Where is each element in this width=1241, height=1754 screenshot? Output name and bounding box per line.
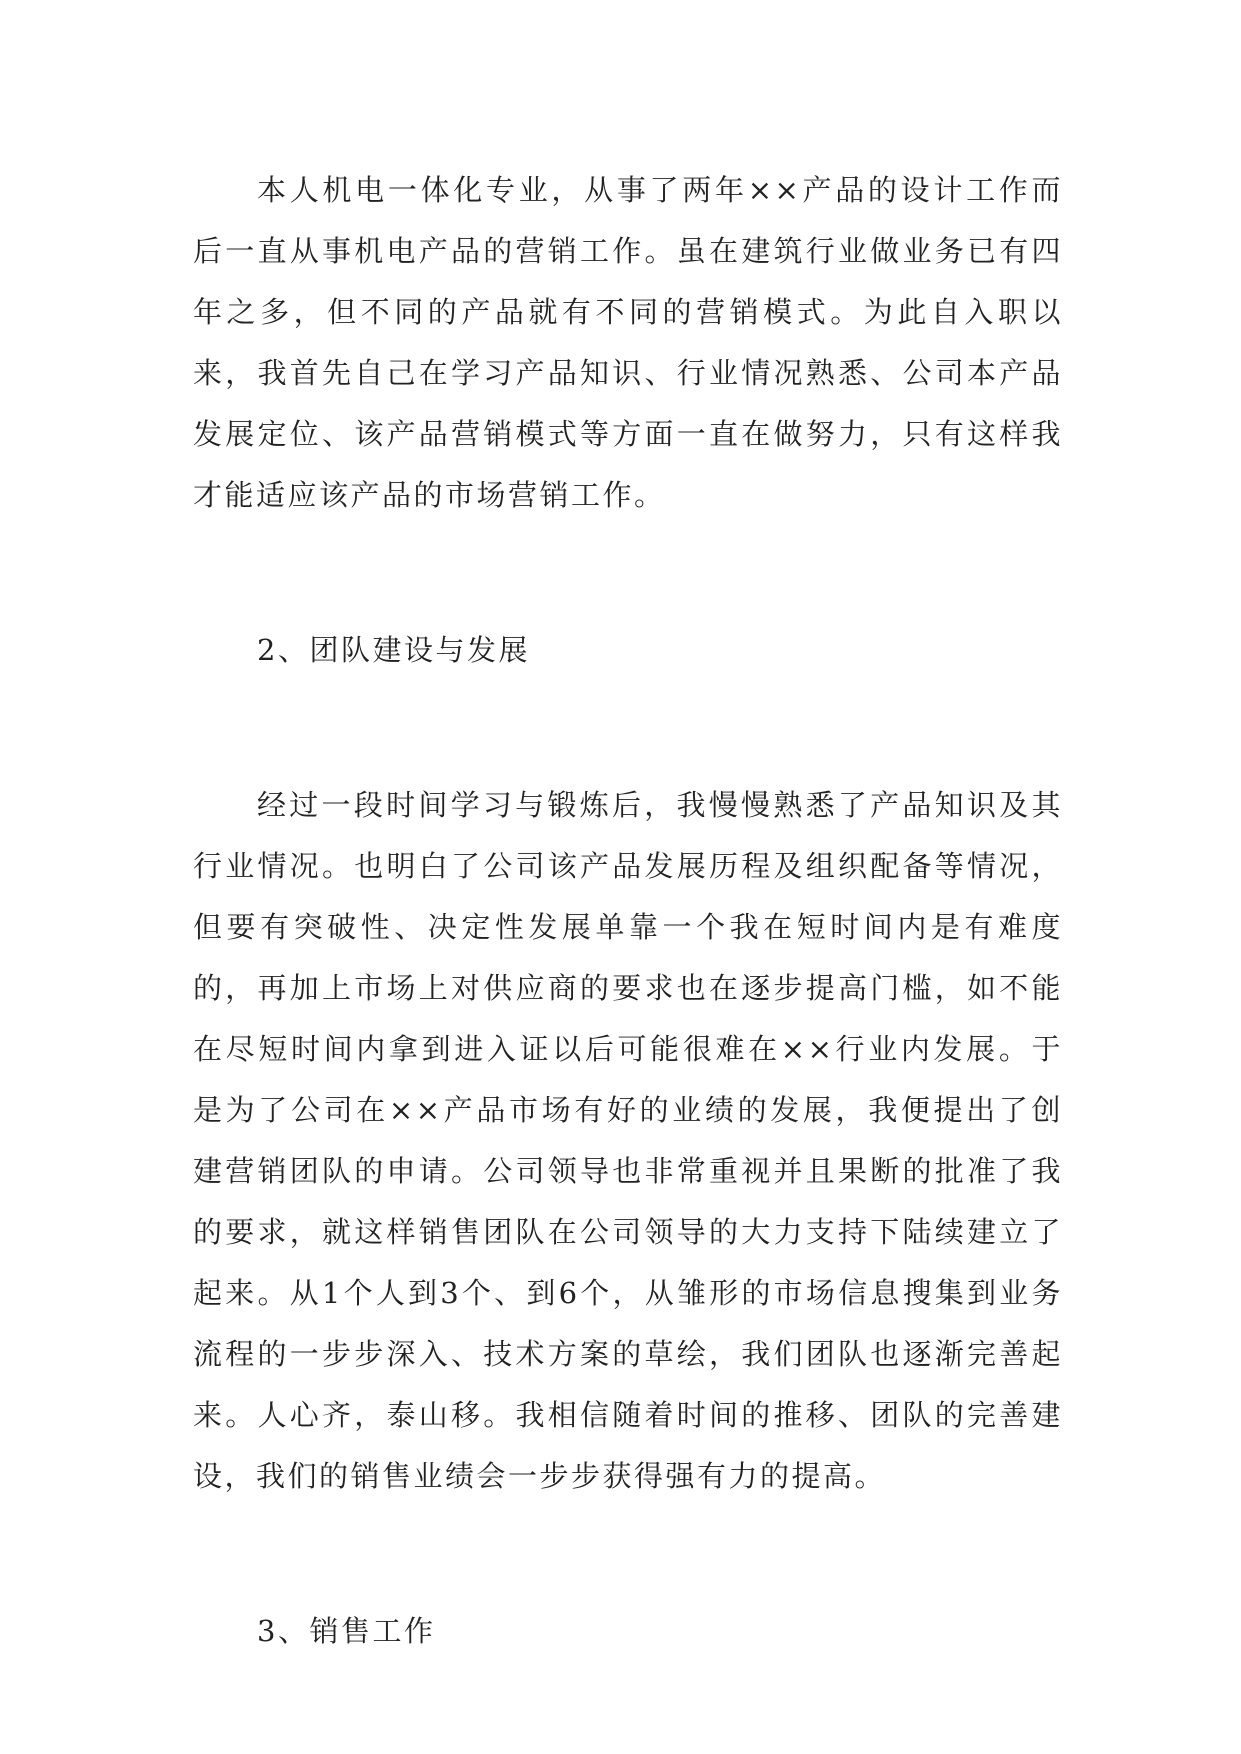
section-heading-team: 2、团队建设与发展 bbox=[257, 633, 530, 667]
paragraph-team: 经过一段时间学习与锻炼后，我慢慢熟悉了产品知识及其行业情况。也明白了公司该产品发展历程及组织配备等情况，但要有突破性、决定性发展单靠一个我在短时间内是有难度的，再加上市场上对供应商的要求也在逐步提高门槛，如不能在尽短时间内拿到进入证以后可能很难在××行业内发展。于是为了公司在××产品市场有好的业绩的发展，我便提出了创建营销团队的申请。公司领导也非常重视并且果断的批准了我的要求，就这样销售团队在公司领导的大力支持下陆续建立了起来。从1个人到3个、到6个，从雏形的市场信息搜集到业务流程的一步步深入、技术方案的草绘，我们团队也逐渐完善起来。人心齐，泰山移。我相信随着时间的推移、团队的完善建设，我们的销售业绩会一步步获得强有力的提高。 bbox=[193, 788, 1063, 1493]
section-heading-sales: 3、销售工作 bbox=[257, 1614, 436, 1648]
spacer bbox=[193, 1507, 1063, 1601]
document-page bbox=[193, 160, 1063, 1662]
spacer bbox=[193, 526, 1063, 620]
paragraph-intro: 本人机电一体化专业，从事了两年××产品的设计工作而后一直从事机电产品的营销工作。虽在建筑行业做业务已有四年之多，但不同的产品就有不同的营销模式。为此自入职以来，我首先自己在学习产品知识、行业情况熟悉、公司本产品发展定位、该产品营销模式等方面一直在做努力，只有这样我才能适应该产品的市场营销工作。 bbox=[193, 173, 1063, 512]
spacer bbox=[193, 681, 1063, 775]
